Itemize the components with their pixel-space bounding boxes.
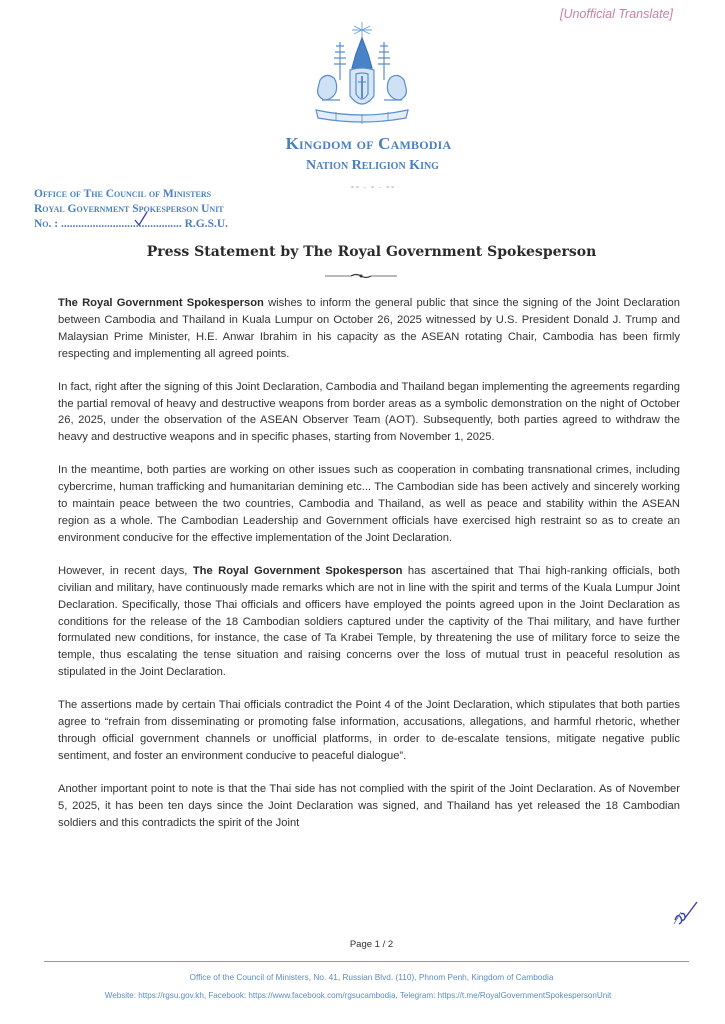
footer-address: Office of the Council of Ministers, No. 41, Russian Blvd. (110), Phnom Penh, Kingdom of Cambodia <box>189 972 554 982</box>
reference-number-line <box>34 217 228 232</box>
footer-contact-links: Website: https://rgsu.gov.kh, Facebook: https://www.facebook.com/rgsucambodia, Telegram: https://t.me/RoyalGovernmentSpokespersonUnit <box>104 991 612 1000</box>
national-motto: Nation Religion King <box>306 158 439 173</box>
kingdom-name: Kingdom of Cambodia <box>285 134 452 153</box>
title-ornament-divider <box>325 273 397 279</box>
paragraph-1-bold-lead: The Royal Government Spokesperson <box>58 297 264 309</box>
paragraph-6: Another important point to note is that the Thai side has not complied with the spirit of the Joint Declaration. As of November 5, 2025, it has been ten days since the Joint Declaration was signed, and Thailand has yet released the 18 Cambodian soldiers and this contradicts the spirit of the Joint <box>58 782 680 829</box>
office-line-unit: Royal Government Spokesperson Unit <box>34 203 224 215</box>
paragraph-1 <box>58 295 680 363</box>
paragraph-4-bold: The Royal Government Spokesperson <box>192 564 403 577</box>
handwritten-initials-icon <box>671 900 701 926</box>
issuing-office-block <box>34 187 228 232</box>
ornament-divider: ⁃⁃ · ⁃ · ⁃⁃ <box>350 183 396 192</box>
paragraph-2: In fact, right after the signing of this Joint Declaration, Cambodia and Thailand began implementing the agreements regarding the partial removal of heavy and destructive weapons from border areas as a symbolic demonstration on the night of October 26, 2025, under the observation of the ASEAN Observer Team (AOT). Subsequently, both parties agreed to withdraw the heavy and destructive weapons and in specific phases, starting from November 1, 2025. <box>58 380 680 444</box>
paragraph-4-post: has ascertained that Thai high-ranking officials, both civilian and military, have continuously made remarks which are not in line with the spirit and terms of the Kuala Lumpur Joint Declaration. Specifically, those Thai officials and officers have employed the points agreed upon in the Joint Declaration as conditions for the release of the 18 Cambodian soldiers captured under the captivity of the Thai military, and have further formulated new conditions, for instance, the case of Ta Krabei Temple, by threatening the use of military force to seize the temple, thus escalating the tense situation and raising concerns over the loss of mutual trust in peaceful resolution as stipulated in the Joint Declaration. <box>58 564 680 679</box>
letterhead <box>0 134 725 174</box>
reference-number-text: No. : .......................................... R.G.S.U. <box>34 218 229 230</box>
page-number: Page 1 / 2 <box>349 939 394 950</box>
coat-of-arms-icon <box>306 20 418 128</box>
paragraph-1-text: wishes to inform the general public that since the signing of the Joint Declaration between Cambodia and Thailand in Kuala Lumpur on October 26, 2025 witnessed by U.S. President Donald J. Trump and Malaysian Prime Minister, H.E. Anwar Ibrahim in his capacity as the ASEAN rotating Chair, Cambodia has been firmly respecting and implementing all agreed points. <box>58 297 680 360</box>
footer-divider <box>44 961 689 962</box>
office-line-council: Office of The Council of Ministers <box>34 188 212 200</box>
document-title: Press Statement by The Royal Government Spokesperson <box>146 244 597 260</box>
paragraph-4 <box>58 563 680 681</box>
statement-body <box>58 295 680 847</box>
handwritten-check-icon <box>134 211 148 227</box>
paragraph-4-pre: However, in recent days, <box>58 564 193 577</box>
paragraph-3: In the meantime, both parties are working on other issues such as cooperation in combating transnational crimes, including cybercrime, human trafficking and humanitarian demining etc... The Cambodian side has been actively and sincerely working to maintain peace between the two countries, Cambodia and Thailand, as well as peace and stability within the ASEAN region as a whole. The Cambodian Leadership and Government officials have exercised high restraint so as to create an environment conducive for the effective implementation of the Joint Declaration. <box>58 464 680 544</box>
paragraph-5: The assertions made by certain Thai officials contradict the Point 4 of the Joint Declaration, which stipulates that both parties agree to “refrain from disseminating or promoting false information, accusations, allegations, and harmful rhetoric, whether through official government channels or unofficial platforms, in order to de-escalate tensions, mitigate negative public sentiment, and foster an environment conducive to peaceful dialogue”. <box>58 699 680 762</box>
unofficial-translation-label: [Unofficial Translate] <box>559 7 673 21</box>
